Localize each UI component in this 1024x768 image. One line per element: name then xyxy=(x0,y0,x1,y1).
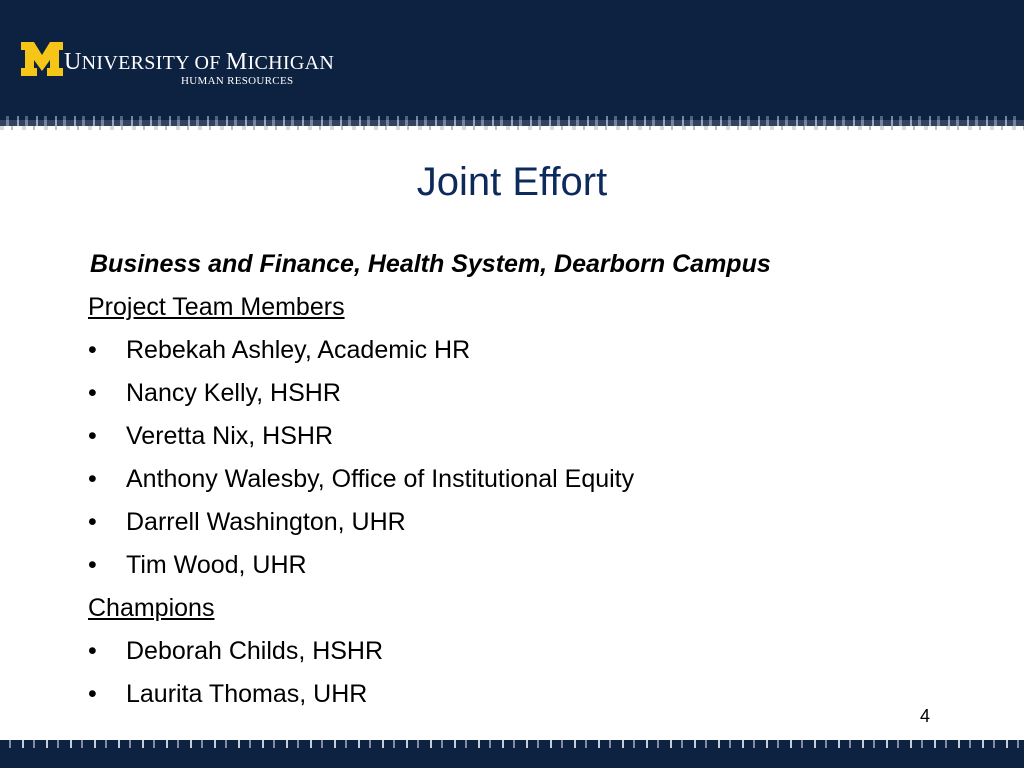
list-item xyxy=(88,373,968,416)
list-item-text: Laurita Thomas, UHR xyxy=(126,680,368,708)
slide-body xyxy=(88,244,968,717)
bullet-icon: • xyxy=(88,379,97,407)
bullet-icon: • xyxy=(88,465,97,493)
slide-subtitle: Business and Finance, Health System, Dearborn Campus xyxy=(90,250,771,278)
list-item-text: Anthony Walesby, Office of Institutional Equity xyxy=(126,465,635,493)
footer-border xyxy=(0,740,1024,748)
bullet-icon: • xyxy=(88,508,97,536)
champions-list xyxy=(88,631,968,717)
logo-subtitle: HUMAN RESOURCES xyxy=(181,75,294,87)
list-item-text: Deborah Childs, HSHR xyxy=(126,637,384,665)
list-item xyxy=(88,416,968,459)
list-item-text: Veretta Nix, HSHR xyxy=(126,422,334,450)
bullet-icon: • xyxy=(88,637,97,665)
block-m-icon xyxy=(20,40,64,80)
section-heading-champions: Champions xyxy=(88,594,215,622)
page-number: 4 xyxy=(920,706,931,726)
list-item-text: Rebekah Ashley, Academic HR xyxy=(126,336,471,364)
list-item xyxy=(88,502,968,545)
list-item xyxy=(88,459,968,502)
bullet-icon: • xyxy=(88,336,97,364)
banner-border-lower xyxy=(0,126,1024,130)
list-item xyxy=(88,674,968,717)
bullet-icon: • xyxy=(88,551,97,579)
list-item xyxy=(88,631,968,674)
bullet-icon: • xyxy=(88,680,97,708)
list-item xyxy=(88,545,968,588)
list-item-text: Tim Wood, UHR xyxy=(126,551,307,579)
project-team-list xyxy=(88,330,968,588)
bullet-icon: • xyxy=(88,422,97,450)
list-item-text: Darrell Washington, UHR xyxy=(126,508,406,536)
logo-wordmark: UNIVERSITY OF MICHIGAN xyxy=(64,49,335,75)
slide-title: Joint Effort xyxy=(416,160,608,204)
footer-banner xyxy=(0,748,1024,768)
list-item xyxy=(88,330,968,373)
section-heading-project-team: Project Team Members xyxy=(88,293,345,321)
list-item-text: Nancy Kelly, HSHR xyxy=(126,379,341,407)
